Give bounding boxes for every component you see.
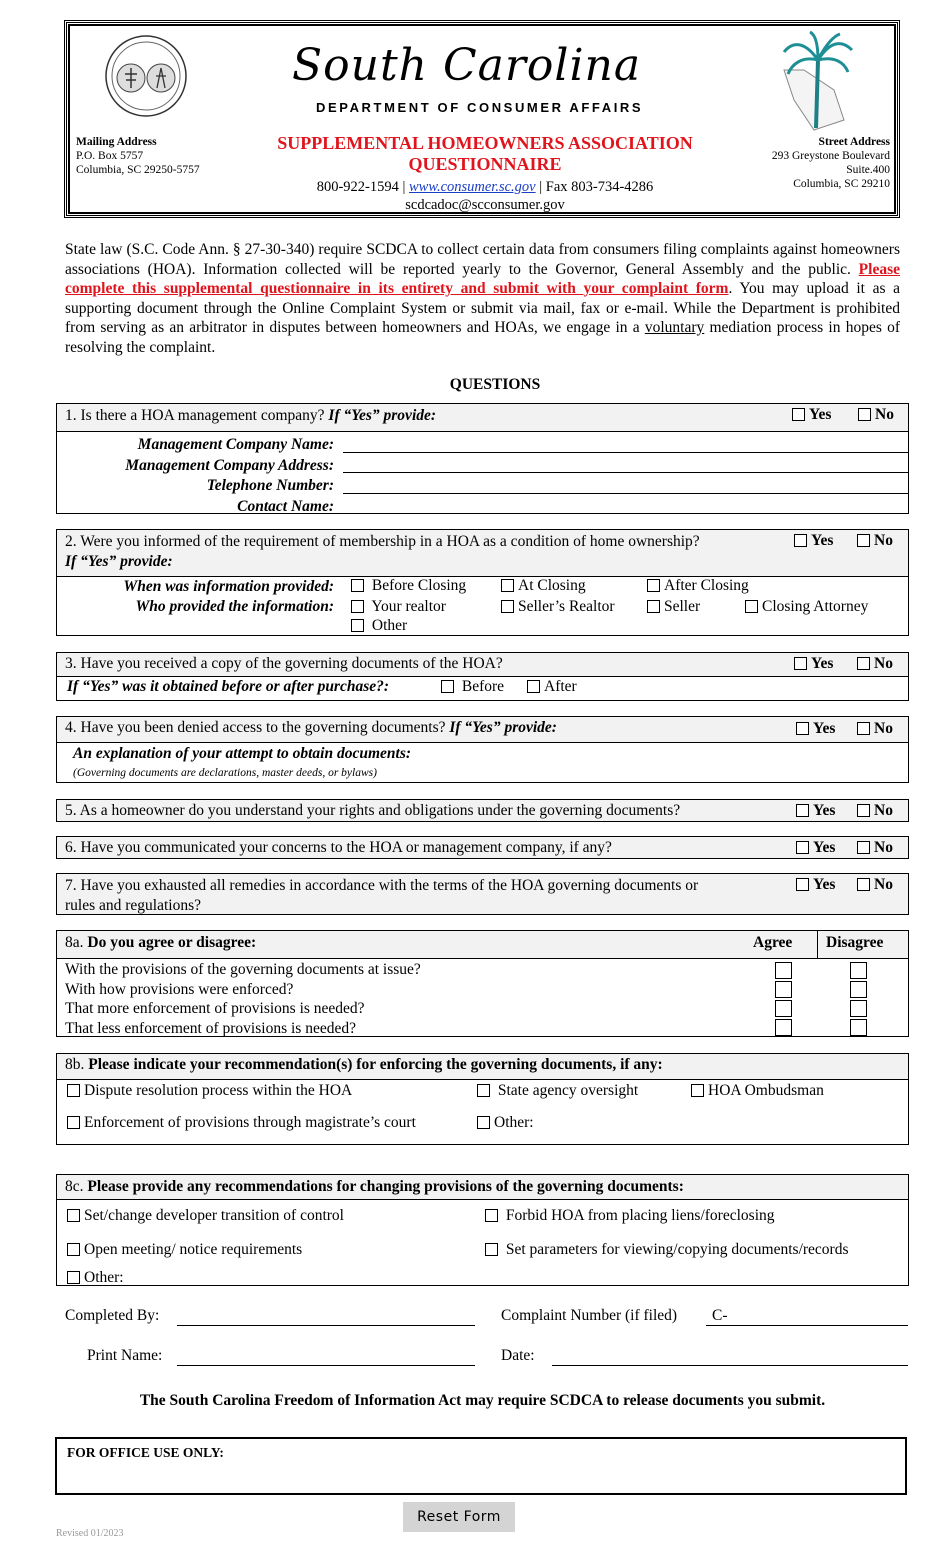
q5-yes-checkbox[interactable] [796,804,809,817]
viewing-documents-option[interactable] [485,1241,849,1259]
developer-transition-option[interactable] [67,1207,344,1225]
forbid-liens-checkbox[interactable] [485,1209,498,1222]
complaint-number-label: Complaint Number (if filed) [501,1307,678,1324]
q8a-row-2: With how provisions were enforced? [65,980,294,998]
q6-no-checkbox[interactable] [857,841,870,854]
other-checkbox[interactable] [351,619,364,632]
mailing-address [76,135,200,177]
date-label: Date: [501,1347,535,1364]
q4-yes-label: Yes [813,720,836,737]
state-agency-label: State agency oversight [497,1082,639,1099]
q7-section [56,873,909,915]
open-meeting-option[interactable] [67,1241,302,1259]
viewing-documents-checkbox[interactable] [485,1243,498,1256]
q8a-title [65,934,256,952]
q3-no-checkbox[interactable] [857,657,870,670]
logo-script: South Carolina [292,40,642,91]
q3-section [56,652,909,701]
q8c-title [65,1178,684,1196]
q2-when-label: When was information provided: [123,578,334,595]
q2-section [56,529,909,636]
q2-text: 2. Were you informed of the requirement of membership in a HOA as a condition of home ownership? [65,533,700,550]
at-closing-checkbox[interactable] [501,579,514,592]
developer-transition-checkbox[interactable] [67,1209,80,1222]
q4-no-option[interactable] [857,720,893,738]
foia-notice: The South Carolina Freedom of Information Act may require SCDCA to release documents you submit. [139,1392,826,1409]
q8a-agree-checkbox-4[interactable] [775,1019,792,1036]
closing-attorney-checkbox[interactable] [745,600,758,613]
q2-yes-label: Yes [811,532,834,549]
q6-section [56,836,909,859]
q2-no-option[interactable] [857,532,893,550]
q7-yes-checkbox[interactable] [796,878,809,891]
form-title [200,133,770,175]
office-use-box [55,1437,907,1495]
your-realtor-checkbox[interactable] [351,600,364,613]
sellers-realtor-label: Seller’s Realtor [518,598,615,615]
closing-attorney-label: Closing Attorney [762,598,869,615]
q8a-text: Do you agree or disagree: [87,934,257,951]
completed-by-label: Completed By: [65,1307,160,1324]
q2-no-checkbox[interactable] [857,534,870,547]
q4-note: (Governing documents are declarations, master deeds, or bylaws) [73,767,377,779]
intro-red-text: Please complete this supplemental questionnaire in its entirety and submit with [65,260,900,297]
street-line1: 293 Greystone Boulevard [771,150,890,162]
q8a-disagree-column [850,962,867,1036]
telephone-label: Telephone Number: [206,477,334,494]
intro-paragraph [65,240,900,357]
logo-department: DEPARTMENT OF CONSUMER AFFAIRS [316,100,644,115]
q3-before-checkbox[interactable] [441,680,454,693]
q1-field-labels [125,435,334,517]
at-closing-option[interactable] [501,577,586,595]
q8a-disagree-checkbox-3[interactable] [850,1000,867,1017]
q7-no-option[interactable] [857,876,893,894]
q8c-text: Please provide any recommendations for changing provisions of the governing documents: [87,1178,684,1195]
closing-attorney-option[interactable] [745,598,868,616]
q3-before-option[interactable] [441,678,504,696]
q8c-other-label: Other: [84,1269,124,1286]
q8b-other-checkbox[interactable] [477,1116,490,1129]
contact-line [200,178,770,214]
q2-no-label: No [874,532,893,549]
q5-no-checkbox[interactable] [857,804,870,817]
before-closing-option[interactable] [351,577,466,595]
q6-no-label: No [874,839,893,856]
q2-yes-checkbox[interactable] [794,534,807,547]
date-field[interactable] [552,1365,908,1366]
forbid-liens-option[interactable] [485,1207,775,1225]
q4-yes-checkbox[interactable] [796,722,809,735]
magistrate-checkbox[interactable] [67,1116,80,1129]
q8a-col-divider [817,931,818,958]
state-seal-icon [104,34,188,118]
print-name-label: Print Name: [87,1347,163,1364]
q8a-row-1: With the provisions of the governing documents at issue? [65,961,421,978]
q3-yes-label: Yes [811,655,834,672]
q8a-agree-header: Agree [753,934,793,951]
q6-yes-option[interactable] [796,839,835,857]
q6-no-option[interactable] [857,839,893,857]
q1-no-option[interactable] [858,406,894,424]
q5-text: 5. As a homeowner do you understand your rights and obligations under the governing documents? [65,802,681,819]
complaint-number-field[interactable] [706,1325,908,1326]
your-realtor-option[interactable] [351,598,446,616]
q8a-agree-column [775,962,792,1036]
q8a-section [56,930,909,1037]
open-meeting-label: Open meeting/ notice requirements [84,1241,303,1258]
sellers-realtor-checkbox[interactable] [501,600,514,613]
q3-sub: If “Yes” was it obtained before or after purchase?: [67,678,390,695]
q8a-disagree-checkbox-1[interactable] [850,962,867,979]
q3-yes-checkbox[interactable] [794,657,807,670]
magistrate-label: Enforcement of provisions through magistrate’s court [84,1114,416,1131]
q1-section [56,403,909,514]
state-agency-checkbox[interactable] [477,1084,490,1097]
q4-question [65,719,557,737]
q6-text: 6. Have you communicated your concerns to the HOA or management company, if any? [65,839,612,856]
q8c-num: 8c. [65,1178,88,1195]
mailing-line1: P.O. Box 5757 [76,150,144,162]
before-closing-label: Before Closing [371,577,467,594]
q5-section [56,799,909,822]
q8b-section [56,1053,909,1145]
mailing-line2: Columbia, SC 29250-5757 [76,164,200,176]
q7-no-checkbox[interactable] [857,878,870,891]
q8a-rows [65,960,421,1038]
street-line3: Columbia, SC 29210 [793,178,890,190]
mgmt-address-label: Management Company Address: [125,456,334,474]
after-closing-checkbox[interactable] [647,579,660,592]
q8c-other-option[interactable] [67,1269,124,1287]
website-link[interactable]: www.consumer.sc.gov [409,179,536,195]
intro-text3: mediation process in hopes of resolving the complaint. [65,319,901,356]
q3-yes-option[interactable] [794,655,833,673]
q7-question [65,876,698,916]
contact-name-label: Contact Name: [237,497,334,515]
q6-yes-checkbox[interactable] [796,841,809,854]
q3-no-label: No [874,655,893,672]
q2-provide: If “Yes” provide: [65,553,173,570]
q1-yes-label: Yes [809,406,832,423]
dispute-resolution-checkbox[interactable] [67,1084,80,1097]
q8c-other-checkbox[interactable] [67,1271,80,1284]
q8b-num: 8b. [65,1056,89,1073]
hoa-ombudsman-checkbox[interactable] [691,1084,704,1097]
mgmt-name-label: Management Company Name: [137,436,334,453]
palmetto-tree-icon [774,30,858,132]
q8a-disagree-checkbox-2[interactable] [850,981,867,998]
your-realtor-label: Your realtor [371,598,446,615]
q7-yes-option[interactable] [796,876,835,894]
mgmt-name-field[interactable] [343,452,909,453]
q1-question [65,407,436,425]
dispute-resolution-label: Dispute resolution process within the HOA [84,1082,353,1099]
questions-heading: QUESTIONS [449,376,541,393]
phone: 800-922-1594 | [316,179,406,195]
intro-voluntary: voluntary [644,319,705,336]
title-line1: SUPPLEMENTAL HOMEOWNERS ASSOCIATION [277,133,693,153]
q7-yes-label: Yes [813,876,836,893]
seller-checkbox[interactable] [647,600,660,613]
q5-no-label: No [874,802,893,819]
hoa-ombudsman-label: HOA Ombudsman [708,1082,824,1099]
revised-date: Revised 01/2023 [56,1528,124,1539]
sellers-realtor-option[interactable] [501,598,615,616]
q8a-agree-checkbox-3[interactable] [775,1000,792,1017]
q8a-row-3: That more enforcement of provisions is needed? [65,1000,365,1017]
q1-no-label: No [875,406,894,423]
street-line2: Suite.400 [846,164,890,176]
intro-text2: . You may upload it as a supporting document through the Online Complaint System or submit via mail, fax or e-mail. While the Department is prohibited from serving as an arbitrator in disputes between homeowners and HOAs, we engage in a [65,280,901,336]
intro-complaint-form: your complaint form [583,280,729,297]
q8a-num: 8a. [65,934,88,951]
mailing-label: Mailing Address [76,136,157,148]
hoa-ombudsman-option[interactable] [691,1082,824,1100]
q3-after-option[interactable] [527,678,577,696]
q7-line2: rules and regulations? [65,897,202,914]
q4-sub: An explanation of your attempt to obtain documents: [73,745,412,762]
q4-no-checkbox[interactable] [857,722,870,735]
office-use-label: FOR OFFICE USE ONLY: [67,1445,224,1460]
telephone-field[interactable] [343,493,909,494]
after-closing-option[interactable] [647,577,749,595]
q4-yes-option[interactable] [796,720,835,738]
q8b-text: Please indicate your recommendation(s) for enforcing the governing documents, if any: [88,1056,663,1073]
q1-text: 1. Is there a HOA management company? [65,407,325,424]
q4-provide: If “Yes” provide: [449,719,557,736]
intro-text1: State law (S.C. Code Ann. § 27-30-340) require SCDCA to collect certain data from consumers filing complaints against homeowners associations (HOA). Information collected will be reported yearly to the Governor, General Assembly and the public. [65,241,900,278]
forbid-liens-label: Forbid HOA from placing liens/foreclosing [505,1207,775,1224]
q4-text: 4. Have you been denied access to the governing documents? [65,719,446,736]
q8a-agree-checkbox-2[interactable] [775,981,792,998]
title-line2: QUESTIONNAIRE [408,154,562,174]
open-meeting-checkbox[interactable] [67,1243,80,1256]
viewing-documents-label: Set parameters for viewing/copying documents/records [505,1241,849,1258]
q2-who-label: Who provided the information: [135,598,334,615]
q1-no-checkbox[interactable] [858,408,871,421]
q3-text: 3. Have you received a copy of the governing documents of the HOA? [65,655,503,672]
q8a-row-4: That less enforcement of provisions is needed? [65,1019,356,1037]
seller-option[interactable] [647,598,700,616]
q5-yes-label: Yes [813,802,836,819]
q8b-other-label: Other: [494,1114,534,1131]
q8a-disagree-header: Disagree [826,934,884,951]
print-name-field[interactable] [177,1365,475,1366]
q1-yes-option[interactable] [792,406,831,424]
q8b-other-option[interactable] [477,1114,534,1132]
street-label: Street Address [818,136,890,148]
dispute-resolution-option[interactable] [67,1082,352,1100]
q3-after-label: After [544,678,577,695]
q3-no-option[interactable] [857,655,893,673]
other-label: Other [371,617,408,634]
mgmt-address-field[interactable] [343,472,909,473]
q3-after-checkbox[interactable] [527,680,540,693]
completed-by-field[interactable] [177,1325,475,1326]
developer-transition-label: Set/change developer transition of control [84,1207,344,1224]
q3-before-label: Before [461,678,505,695]
q4-section [56,716,909,783]
q7-no-label: No [874,876,893,893]
email: scdcadoc@scconsumer.gov [405,197,565,213]
q4-no-label: No [874,720,893,737]
complaint-number-prefix: C- [712,1307,728,1324]
q2-question [65,532,700,572]
reset-form-button[interactable]: Reset Form [403,1502,515,1532]
other-option[interactable] [351,617,407,635]
q1-yes-checkbox[interactable] [792,408,805,421]
q5-yes-option[interactable] [796,802,835,820]
street-address [772,135,890,191]
after-closing-label: After Closing [664,577,749,594]
at-closing-label: At Closing [518,577,586,594]
q8b-title [65,1056,663,1074]
q5-no-option[interactable] [857,802,893,820]
seller-label: Seller [664,598,701,615]
fax: | Fax 803-734-4286 [539,179,654,195]
magistrate-option[interactable] [67,1114,416,1132]
q8c-section [56,1174,909,1286]
q1-provide: If “Yes” provide: [328,407,437,424]
before-closing-checkbox[interactable] [351,579,364,592]
q2-yes-option[interactable] [794,532,833,550]
q8a-agree-checkbox-1[interactable] [775,962,792,979]
state-agency-option[interactable] [477,1082,638,1100]
q6-yes-label: Yes [813,839,836,856]
q8a-disagree-checkbox-4[interactable] [850,1019,867,1036]
q7-line1: 7. Have you exhausted all remedies in accordance with the terms of the HOA governing documents or [65,877,699,894]
